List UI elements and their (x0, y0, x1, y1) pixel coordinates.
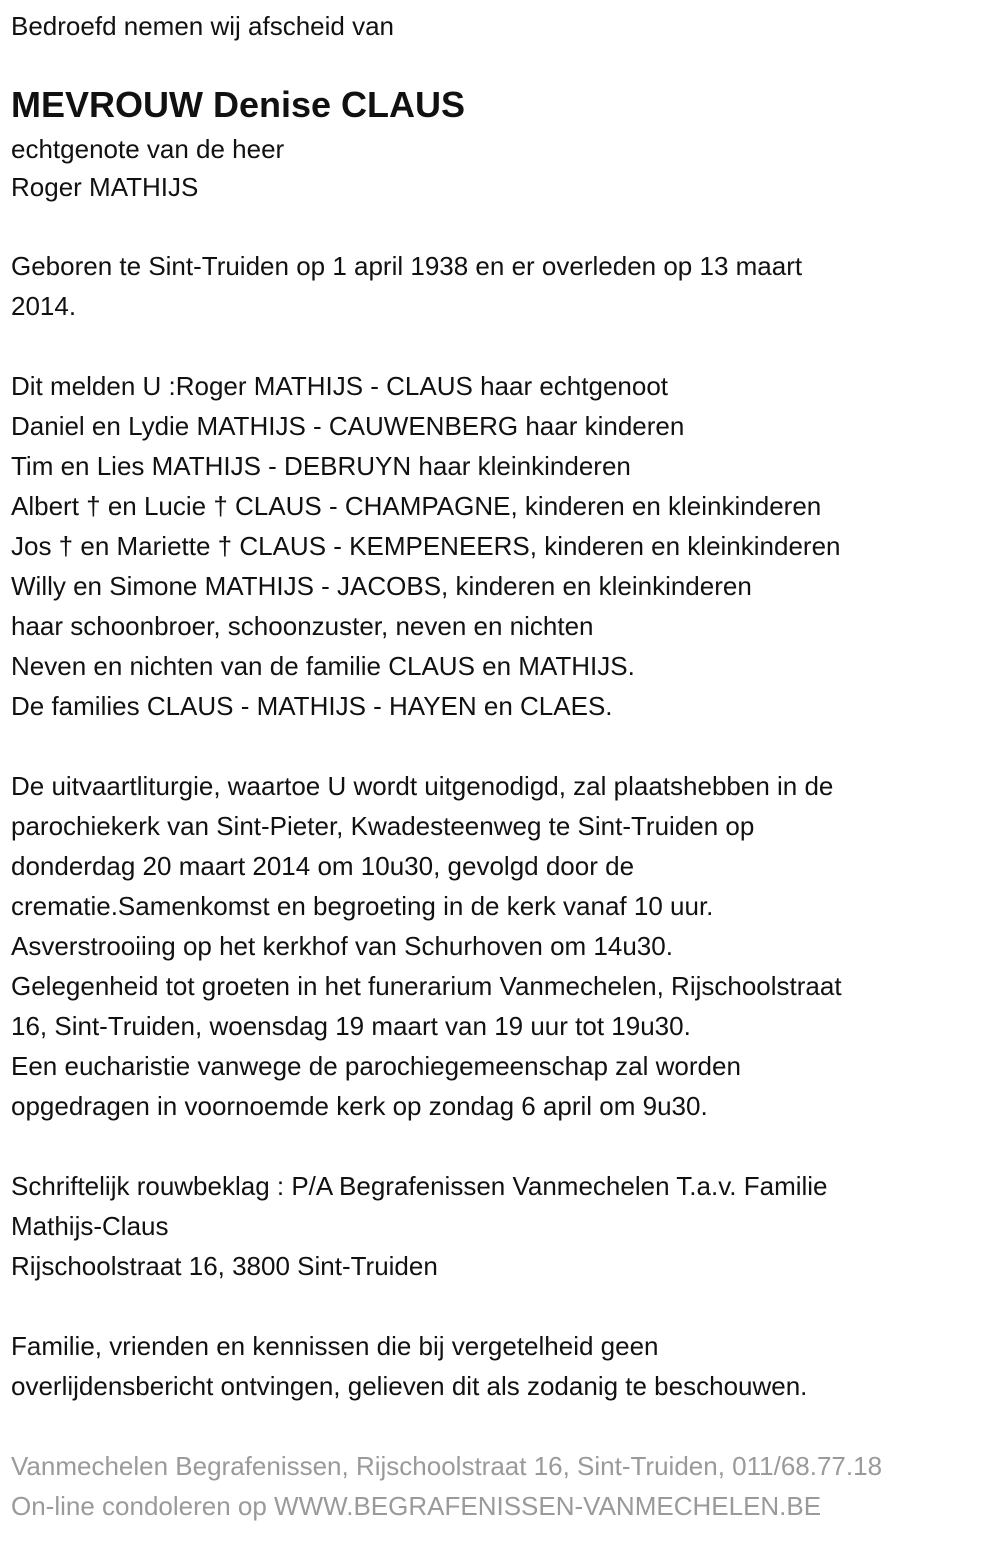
text-line: Een eucharistie vanwege de parochiegemeenschap zal worden (11, 1051, 741, 1081)
text-line: opgedragen in voornoemde kerk op zondag 6 april om 9u30. (11, 1091, 708, 1121)
text-line: Willy en Simone MATHIJS - JACOBS, kinderen en kleinkinderen (11, 571, 752, 601)
text-line: Gelegenheid tot groeten in het funerarium Vanmechelen, Rijschoolstraat (11, 971, 842, 1001)
text-line: Rijschoolstraat 16, 3800 Sint-Truiden (11, 1251, 438, 1281)
spouse-block (11, 130, 1000, 206)
birth-death-paragraph (11, 246, 1000, 326)
funeral-details-paragraph (11, 766, 1000, 1126)
text-line: Dit melden U :Roger MATHIJS - CLAUS haar echtgenoot (11, 371, 669, 401)
text-line: De uitvaartliturgie, waartoe U wordt uitgenodigd, zal plaatshebben in de (11, 771, 834, 801)
text-line: Asverstrooiing op het kerkhof van Schurhoven om 14u30. (11, 931, 673, 961)
deceased-name: MEVROUW Denise CLAUS (11, 84, 466, 125)
closing-paragraph (11, 1326, 1000, 1406)
text-line: Schriftelijk rouwbeklag : P/A Begrafenissen Vanmechelen T.a.v. Familie (11, 1171, 828, 1201)
text-line: haar schoonbroer, schoonzuster, neven en nichten (11, 611, 594, 641)
text-line: crematie.Samenkomst en begroeting in de kerk vanaf 10 uur. (11, 891, 714, 921)
spouse-line: echtgenote van de heer (11, 134, 285, 164)
text-line: Familie, vrienden en kennissen die bij vergetelheid geen (11, 1331, 659, 1361)
text-line: Tim en Lies MATHIJS - DEBRUYN haar kleinkinderen (11, 451, 631, 481)
family-paragraph (11, 366, 1000, 726)
intro-text: Bedroefd nemen wij afscheid van (11, 11, 395, 41)
text-line: Daniel en Lydie MATHIJS - CAUWENBERG haar kinderen (11, 411, 685, 441)
text-line: 16, Sint-Truiden, woensdag 19 maart van 19 uur tot 19u30. (11, 1011, 691, 1041)
text-line: overlijdensbericht ontvingen, gelieven dit als zodanig te beschouwen. (11, 1371, 808, 1401)
text-line: Albert † en Lucie † CLAUS - CHAMPAGNE, kinderen en kleinkinderen (11, 491, 822, 521)
text-line: parochiekerk van Sint-Pieter, Kwadesteenweg te Sint-Truiden op (11, 811, 755, 841)
text-line: Jos † en Mariette † CLAUS - KEMPENEERS, kinderen en kleinkinderen (11, 531, 841, 561)
footer-address: Vanmechelen Begrafenissen, Rijschoolstraat 16, Sint-Truiden, 011/68.77.18 (11, 1451, 883, 1481)
footer-condolence-link[interactable]: On-line condoleren op WWW.BEGRAFENISSEN-VANMECHELEN.BE (11, 1491, 822, 1521)
text-line: Mathijs-Claus (11, 1211, 169, 1241)
footer (11, 1446, 1000, 1526)
text-line: donderdag 20 maart 2014 om 10u30, gevolgd door de (11, 851, 635, 881)
text-line: De families CLAUS - MATHIJS - HAYEN en CLAES. (11, 691, 613, 721)
spouse-line: Roger MATHIJS (11, 172, 199, 202)
text-line: Neven en nichten van de familie CLAUS en MATHIJS. (11, 651, 635, 681)
text-line: Geboren te Sint-Truiden op 1 april 1938 en er overleden op 13 maart (11, 251, 803, 281)
text-line: 2014. (11, 291, 77, 321)
condolence-address-paragraph (11, 1166, 1000, 1286)
